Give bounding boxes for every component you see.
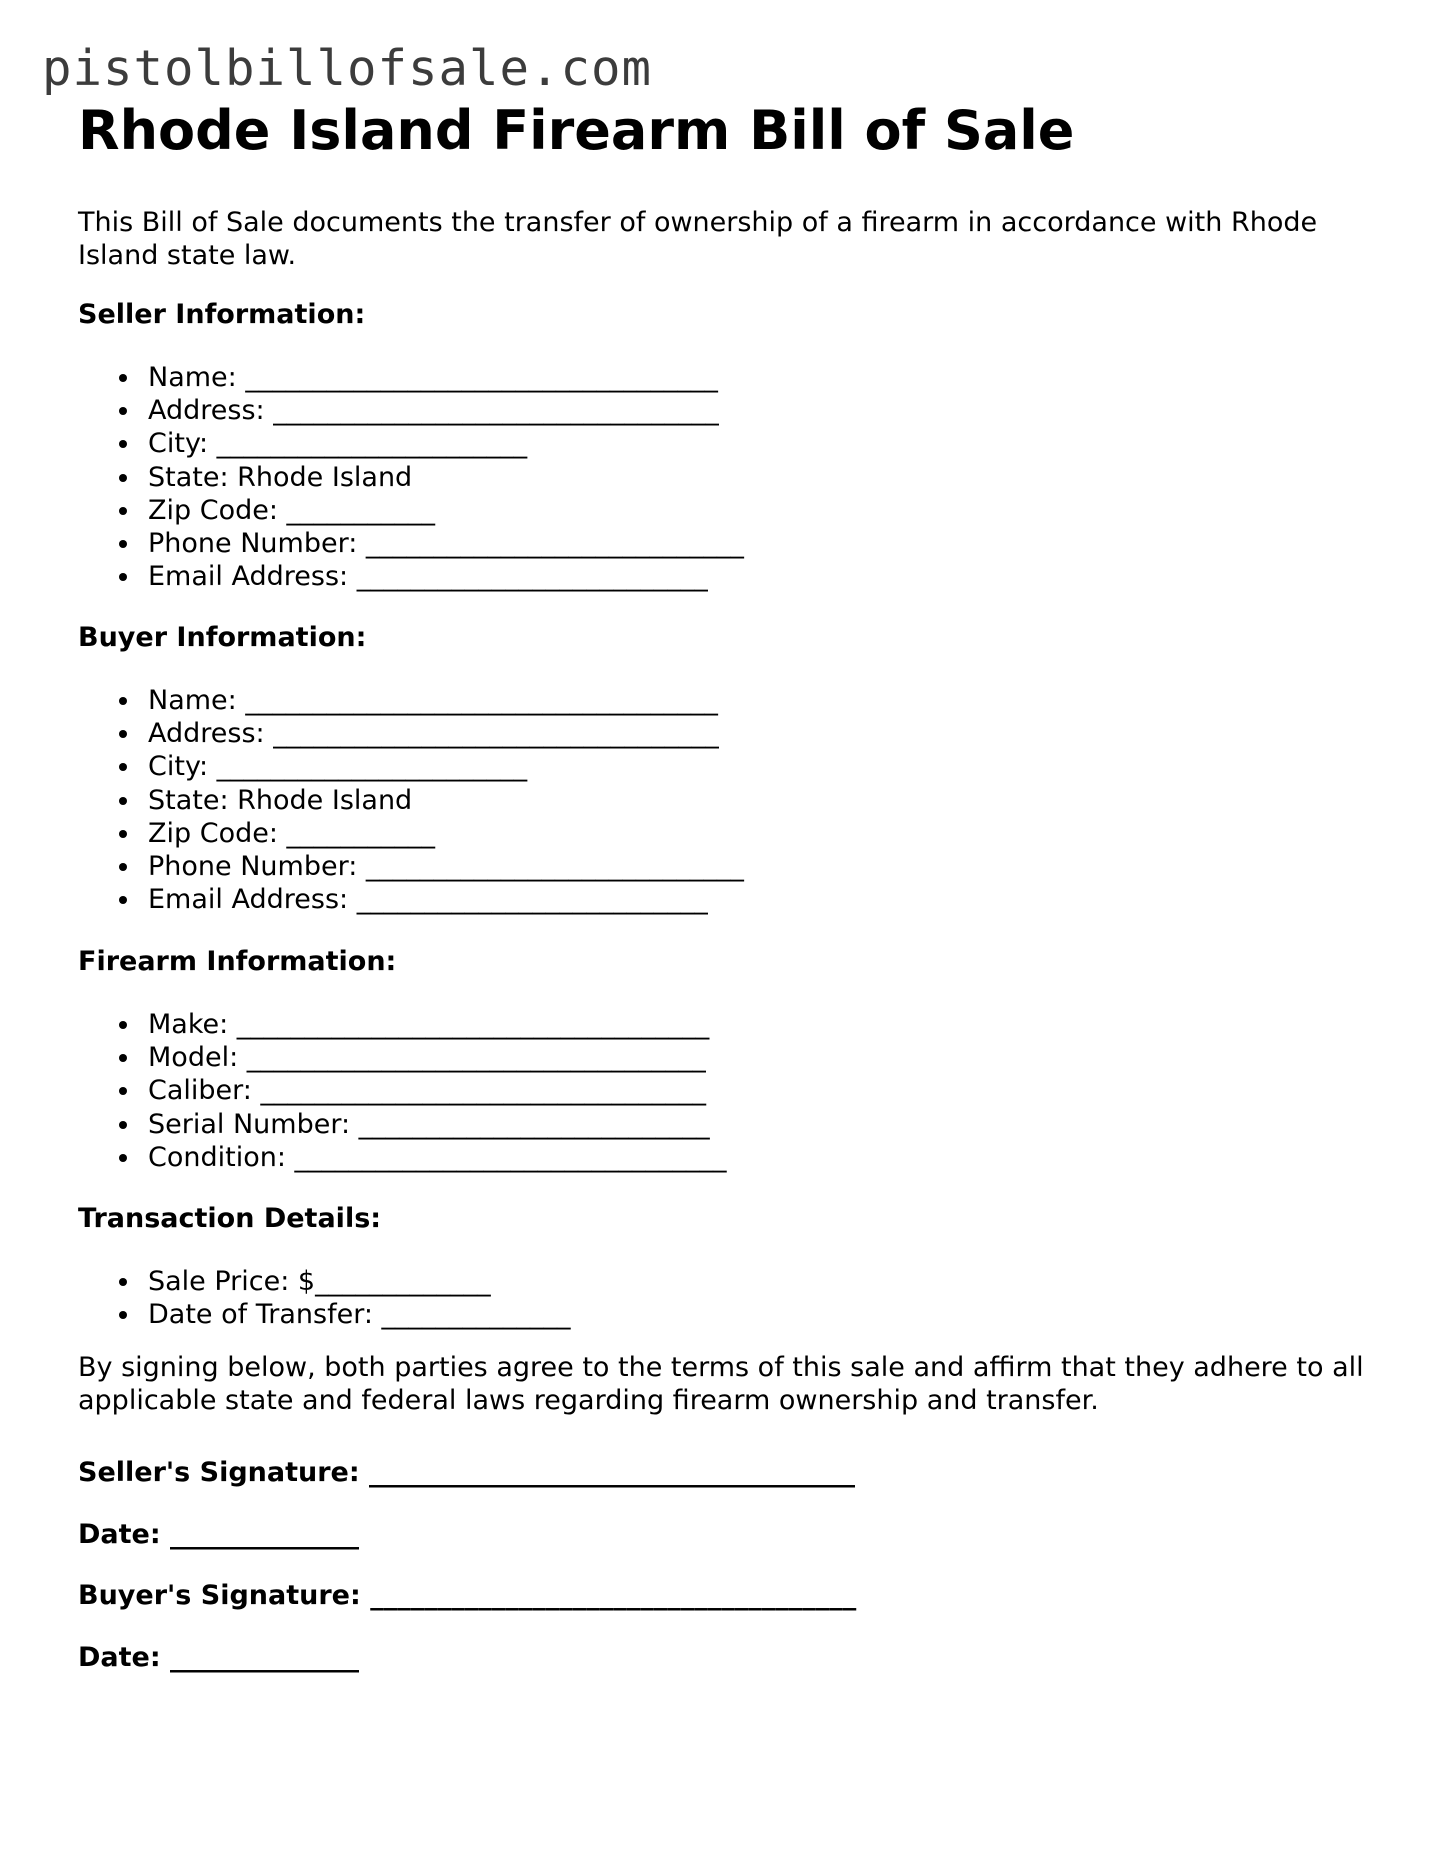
intro-paragraph: This Bill of Sale documents the transfer of ownership of a firearm in accordance with Rhode Island state law. bbox=[78, 207, 1318, 271]
buyer-name-field[interactable]: Name: ___________________________________ bbox=[78, 684, 744, 717]
transaction-section-heading: Transaction Details: bbox=[78, 1203, 382, 1234]
seller-email-field[interactable]: Email Address: __________________________ bbox=[78, 560, 744, 593]
buyer-email-field[interactable]: Email Address: __________________________ bbox=[78, 883, 744, 916]
buyer-zip-field[interactable]: Zip Code: ___________ bbox=[78, 817, 744, 850]
firearm-condition-field[interactable]: Condition: ________________________________ bbox=[78, 1141, 727, 1174]
firearm-serial-field[interactable]: Serial Number: __________________________ bbox=[78, 1108, 727, 1141]
seller-state-field: State: Rhode Island bbox=[78, 461, 744, 494]
buyer-address-field[interactable]: Address: _________________________________ bbox=[78, 717, 744, 750]
firearm-caliber-field[interactable]: Caliber: _________________________________ bbox=[78, 1074, 727, 1107]
seller-section-heading: Seller Information: bbox=[78, 299, 366, 330]
buyer-city-field[interactable]: City: _______________________ bbox=[78, 750, 744, 783]
buyer-state-field: State: Rhode Island bbox=[78, 784, 744, 817]
firearm-model-field[interactable]: Model: __________________________________ bbox=[78, 1041, 727, 1074]
watermark-text: pistolbillofsale.com bbox=[42, 40, 653, 97]
date-of-transfer-field[interactable]: Date of Transfer: ______________ bbox=[78, 1298, 571, 1331]
buyer-signature-line[interactable]: Buyer's Signature: ____________________________________ bbox=[78, 1580, 857, 1611]
buyer-section-heading: Buyer Information: bbox=[78, 622, 367, 653]
seller-name-field[interactable]: Name: ___________________________________ bbox=[78, 361, 744, 394]
closing-paragraph: By signing below, both parties agree to the terms of this sale and affirm that they adhere to all applicable state and federal laws regarding firearm ownership and transfer. bbox=[78, 1352, 1364, 1416]
buyer-date-line[interactable]: Date: ______________ bbox=[78, 1642, 360, 1673]
document-title: Rhode Island Firearm Bill of Sale bbox=[78, 99, 1075, 162]
seller-address-field[interactable]: Address: _________________________________ bbox=[78, 394, 744, 427]
sale-price-field[interactable]: Sale Price: $_____________ bbox=[78, 1265, 571, 1298]
firearm-field-list bbox=[78, 1008, 727, 1174]
firearm-section-heading: Firearm Information: bbox=[78, 946, 397, 977]
buyer-phone-field[interactable]: Phone Number: ____________________________ bbox=[78, 850, 744, 883]
seller-zip-field[interactable]: Zip Code: ___________ bbox=[78, 494, 744, 527]
seller-signature-line[interactable]: Seller's Signature: ____________________________________ bbox=[78, 1457, 856, 1488]
seller-city-field[interactable]: City: _______________________ bbox=[78, 427, 744, 460]
seller-date-line[interactable]: Date: ______________ bbox=[78, 1519, 360, 1550]
buyer-field-list bbox=[78, 684, 744, 916]
seller-field-list bbox=[78, 361, 744, 593]
seller-phone-field[interactable]: Phone Number: ____________________________ bbox=[78, 527, 744, 560]
firearm-make-field[interactable]: Make: ___________________________________ bbox=[78, 1008, 727, 1041]
transaction-field-list bbox=[78, 1265, 571, 1331]
